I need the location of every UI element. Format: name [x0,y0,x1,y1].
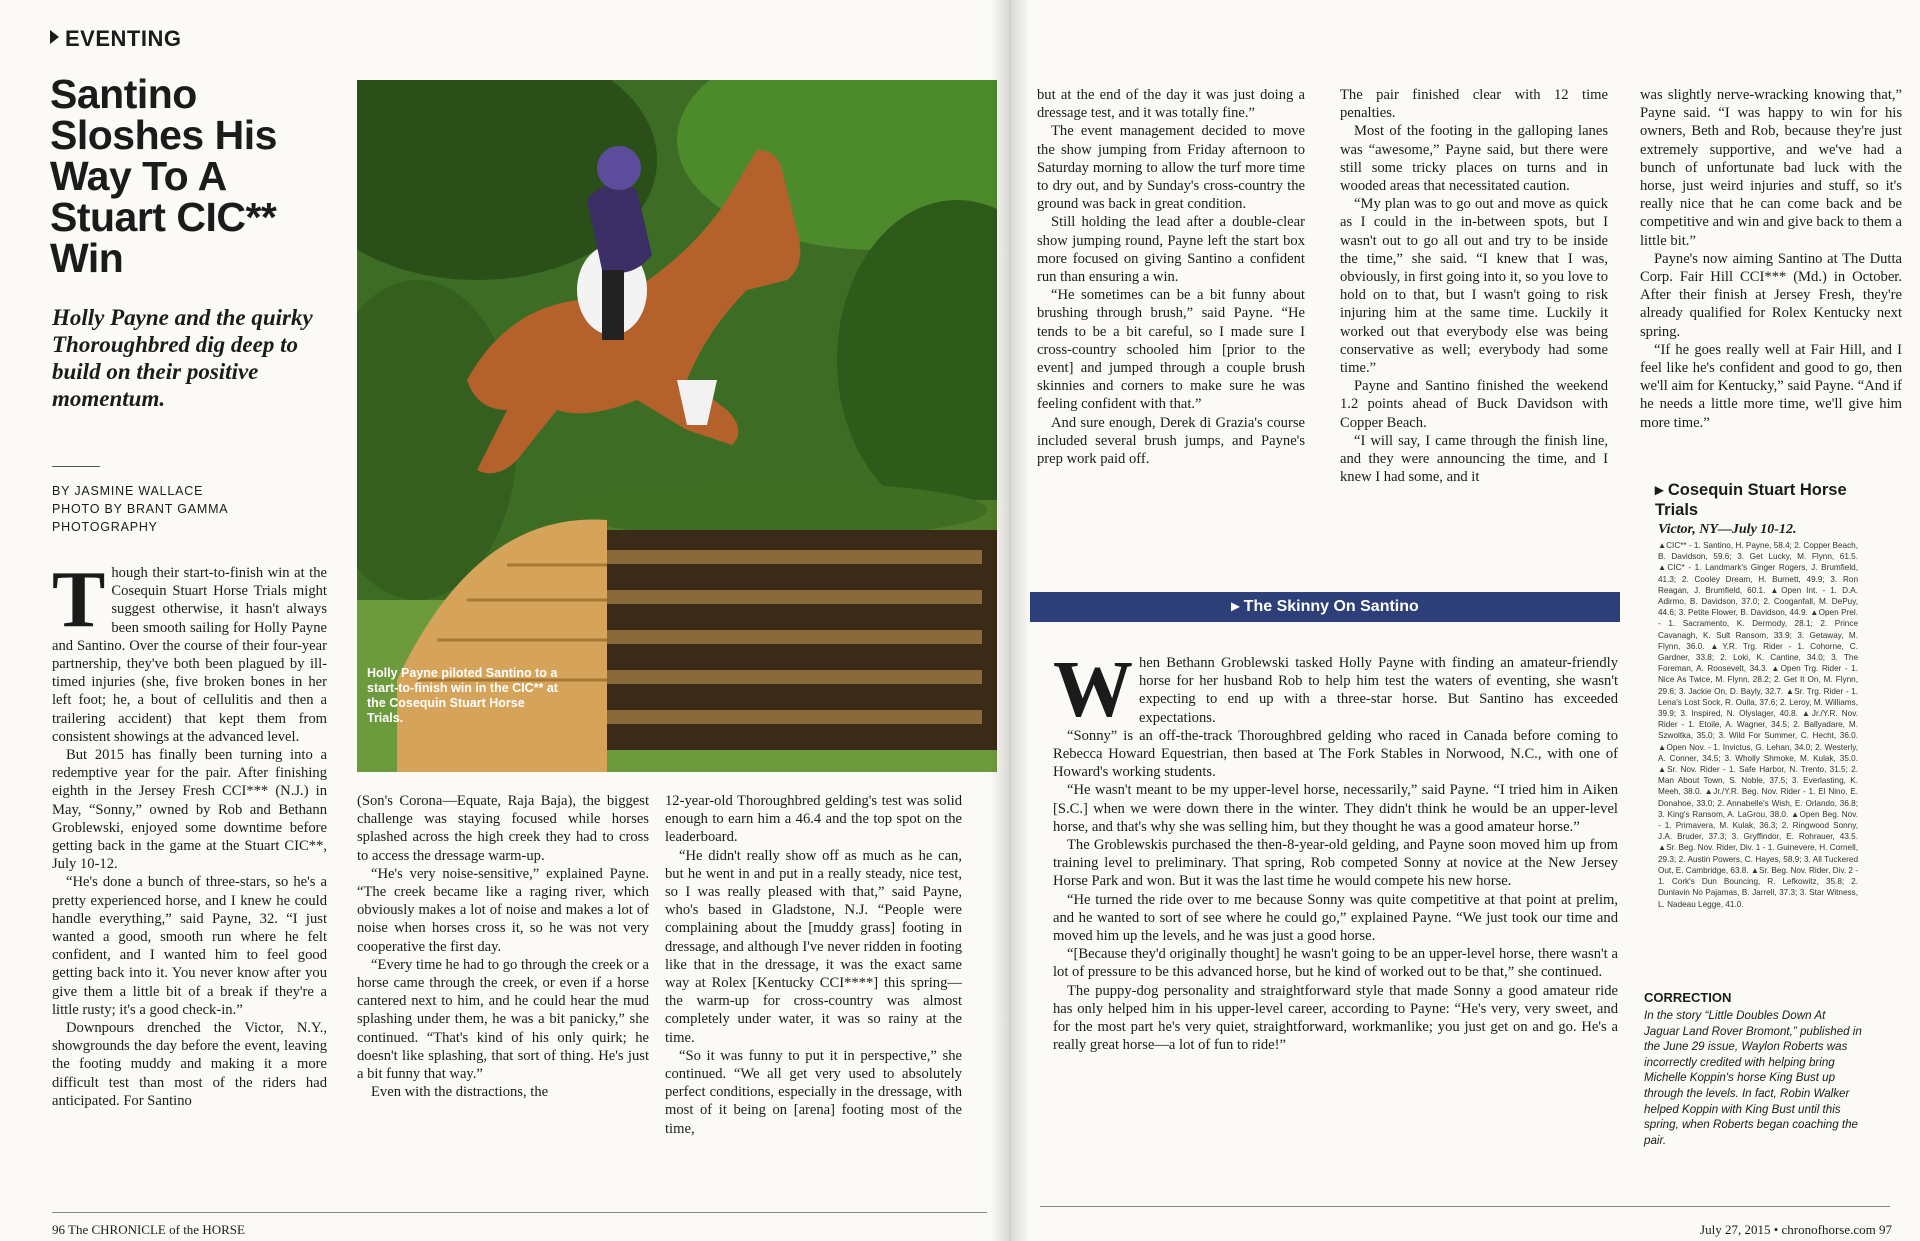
headline: Santino Sloshes His Way To A Stuart CIC** Win [50,71,277,281]
article-column-6: was slightly nerve-wracking knowing that,” Payne said. “I was happy to win for his owners, Beth and Rob, because they're just extremely supportive, and we've had a bunch of unfortunate bad luck with the horse, just weird injuries and stuff, so it's really nice that he can come back and be competitive and win and give back to them a little bit.” Payne's now aiming Santino at The Dutta Corp. Fair Hill CCI*** (Md.) in October. After their finish at Jersey Fresh, they're already qualified for Rolex Kentucky next spring. “If he goes really well at Fair Hill, and I feel like he's confident and good to go, then we'll aim for Kentucky,” said Payne. “And if he needs a little more time, we'll give him more time.” [1640,87,1902,431]
footer-rule [52,1212,987,1213]
byline-rule [52,466,100,467]
sidebar-title-bar: ▸ The Skinny On Santino [1030,592,1620,622]
triangle-icon [50,30,59,44]
section-tag: EVENTING [50,26,181,52]
article-column-1: Though their start-to-finish win at the Cosequin Stuart Horse Trials might suggest otherwise, it hasn't always been smooth sailing for Holly Payne and Santino. Over the course of their four-year partnership, they've both been plagued by ill-timed injuries (she, five broken bones in her left foot; he, a bout of cellulitis and then a trailering accident) that kept them from consistent showings at the advanced level. But 2015 has finally been turning into a redemptive year for the pair. After finishing eighth in the Jersey Fresh CCI*** (N.J.) in May, “Sonny,” owned by Rob and Bethann Groblewski, enjoyed some downtime before getting back in the game at the Stuart CIC**, July 10-12. “He's done a bunch of three-stars, so he's a pretty experienced horse, and I knew he could handle everything,” said Payne, 32. “I just wanted a good, smooth run where he felt confident, and I wanted him to feel good getting back into it. You never know after you give them a little bit of a break if they're a little rusty; it's a good check-in.” Downpours drenched the Victor, N.Y., showgrounds the day before the event, leaving the footing muddy and making it a more difficult test than most of the riders had anticipated. For Santino [52,556,327,1109]
results-list: ▲CIC** - 1. Santino, H. Payne, 58.4; 2. Copper Beach, B. Davidson, 59.6; 3. Get Lucky, M. Flynn, 61.5. ▲CIC* - 1. Landmark's Ginger Rogers, J. Brumfield, 41.3; 2. Cooley Dream, H. Burnett, 49.9; 3. Ron Reagan, J. Brumfield, 60.1. ▲Open Int. - 1. D.A. Adirmo, B. Davidson, 37.0; 2. Cooganfall, M. DePuy, 44.6; 3. Petite Flower, B. Davidson, 44.9. ▲Open Prel. - 1. Sacramento, K. Dermody, 28.1; 2. Prince Cavanagh, K. Sult Ransom, 33.9; 3. Getaway, M. Flynn, 36.0. ▲Y.R. Trg. Rider - 1. Cohorne, C. Gardner, 33.8; 2. Loki, K. Cantine, 34.0; 3. The Foreman, A. Roosevelt, 34.3. ▲Open Trg. Rider - 1. Nice As Twice, M. Flynn, 28.2; 2. Get It On, M. Flynn, 29.6; 3. Jackie On, D. Bayly, 32.7. ▲Sr. Trg. Rider - 1. Lena's Lost Sock, R. Oulla, 37.6; 2. Leroy, M. Williams, 39.9; 3. Inspired, N. Olyslager, 40.8. ▲Jr./Y.R. Nov. Rider - 1. Etoile, A. Wagner, 34.5; 2. Ballyadare, M. Szwoltka, 35.0; 3. Wild For Summer, C. Hecht, 36.0. ▲Open Nov. - 1. Invictus, G. Lehan, 34.0; 2. Westerly, A. Conner, 34.5; 3. Wholly Shmoke, M. Kulak, 35.0. ▲Sr. Nov. Rider - 1. Safe Harbor, N. Trento, 31.5; 2. Man About Town, S. Noble, 37.5; 3. Everlasting, K. Meeh, 38.0. ▲Jr./Y.R. Beg. Nov. Rider - 1. El Nino, E. Donahoe, 33.0; 2. Annabelle's Wish, E. Orlando, 36.8; 3. King's Ransom, A. LaGrou, 38.0. ▲Open Beg. Nov. - 1. Primavera, M. Kulak, 36.3; 2. Ringwood Sonny, J.A. Bruder, 37.3; 3. Gryffindor, E. Rohrauer, 43.5. ▲Sr. Beg. Nov. Rider, Div. 1 - 1. Guinevere, H. Cornell, 29.3; 2. Austin Powers, C. Hayes, 58.9; 3. All Tuckered Out, E. Cambridge, 63.8. ▲Sr. Beg. Nov. Rider, Div. 2 - 1. Cork's Dun Bouncing, R. Lefkowitz, 35.8; 2. Dunlavin No Pajamas, B. Jarrell, 37.3; 3. Star Witness, L. Nadeau Legge, 41.0. [1658,541,1858,909]
article-column-5: The pair finished clear with 12 time penalties. Most of the footing in the galloping lanes was “awesome,” Payne said, but there were still some tricky places on turns and in wooded areas that necessitated caution. “My plan was to go out and move as quick as I could in the in-between spots, but I wasn't out to go all out and try to be inside the time,” she said. “I knew that I was, obviously, in first going into it, so you love to hold on to that, but I wasn't going to risk injuring him at the same time. Luckily it worked out that everybody else was being conservative as well; everybody had some time.” Payne and Santino finished the weekend 1.2 points ahead of Buck Davidson with Copper Beach. “I will say, I came through the finish line, and they were announcing the time, and I knew I had some, and it [1340,87,1608,486]
sidebar-body: When Bethann Groblewski tasked Holly Payne with finding an amateur-friendly horse for her husband Rob to help him test the waters of eventing, she wasn't expecting to end up with a three-star horse. But Santino has exceeded expectations. “Sonny” is an off-the-track Thoroughbred gelding who raced in Canada before coming to Rebecca Howard Equestrian, then based at The Fork Stables in Norwood, N.C., with one of Howard's working students. “He wasn't meant to be my upper-level horse, necessarily,” said Payne. “I tried him in Aiken [S.C.] when we were down there in the winter. They didn't think he would be an upper-level horse, and that's why she was selling him, but they thought he was a good amateur horse.” The Groblewskis purchased the then-8-year-old gelding, and Payne soon moved him up from training level to preliminary. That spring, Rob competed Sonny at novice at the New Jersey Horse Park and won. But it was the last time he would compete his new horse. “He turned the ride over to me because Sonny was quite competitive at that point at prelim, and he wanted to sort of see where he could go,” explained Payne. “We just took our time and moved him up the levels, and he was just a good horse. “[Because they'd originally thought] he wasn't going to be an upper-level horse, there wasn't a lot of pressure to be this advanced horse, but he kind of worked out to be that,” she continued. The puppy-dog personality and straightforward style that made Sonny a good amateur ride has only helped him in his upper-level career, according to Payne: “He's very, very sweet, and for the most part he's very quiet, straightforward, workmanlike; you just get on and go. He's a really great horse—a lot of fun to ride!” [1053,646,1618,1054]
footer-rule-right [1040,1206,1890,1207]
page-gutter [990,0,1030,1241]
sidebar-dropcap: W [1053,646,1133,734]
byline [52,482,302,536]
results-subtitle: Victor, NY—July 10-12. [1658,522,1797,537]
photo-caption: Holly Payne piloted Santino to a start-to-finish win in the CIC** at the Cosequin Stuart Horse Trials. [367,666,558,725]
article-column-2: (Son's Corona—Equate, Raja Baja), the biggest challenge was staying focused while horses splashed across the high creek they had to cross to access the dressage warm-up. “He's very noise-sensitive,” explained Payne. “The creek became like a raging river, which obviously makes a lot of noise and makes a lot of noise when horses cross it, so he was not very cooperative the first day. “Every time he had to go through the creek or a horse came through the creek, or even if a horse cantered next to him, and he could hear the mud splashing under them, he was a bit panicky,” she continued. “That's kind of his only quirk; he doesn't like splashing, that sort of thing. He's just a bit funny that way.” Even with the distractions, the [357,793,649,1101]
dropcap: T [52,556,106,644]
byline-author: BY JASMINE WALLACE [52,484,204,498]
folio-right: July 27, 2015 • chronofhorse.com 97 [1700,1222,1892,1237]
byline-photo: PHOTO BY BRANT GAMMA PHOTOGRAPHY [52,502,228,534]
article-column-4: but at the end of the day it was just doing a dressage test, and it was totally fine.” The event management decided to move the show jumping from Friday afternoon to Saturday morning to allow the turf more time to dry out, and by Sunday's cross-country the ground was back in great condition. Still holding the lead after a double-clear show jumping round, Payne left the start box more focused on giving Santino a confident run than ensuring a win. “He sometimes can be a bit funny about brushing through brush,” said Payne. “He tends to be a bit careful, so I made sure I cross-country schooled him [prior to the event] and jumped through a couple brush skinnies and corners to make sure he was feeling confident with that.” And sure enough, Derek di Grazia's course included several brush jumps, and Payne's prep work paid off. [1037,87,1305,468]
deck: Holly Payne and the quirky Thoroughbred dig deep to build on their positive momentum. [52,305,313,411]
article-column-3: 12-year-old Thoroughbred gelding's test was solid enough to earn him a 46.4 and the top spot on the leaderboard. “He didn't really show off as much as he can, but he went in and put in a really steady, nice test, so I was really pleased with that,” said Payne, who's based in Gladstone, N.J. “People were complaining about the [muddy grass] footing in dressage, and although I've never ridden in footing like that in the dressage, it was the exact same way at Rolex [Kentucky CCI****] this spring—the warm-up for cross-country was almost completely under water, it was so rainy at the time. “So it was funny to put it in perspective,” she continued. “We all get very used to absolutely perfect conditions, especially in the dressage, with most of it being on [arena] footing most of the time, [665,793,962,1137]
results-title: ▸ Cosequin Stuart Horse Trials [1655,481,1847,519]
folio-left: 96 The CHRONICLE of the HORSE [52,1222,245,1237]
correction-title: CORRECTION [1644,990,1732,1005]
correction-text: In the story “Little Doubles Down At Jaguar Land Rover Bromont,” published in the June 29 issue, Waylon Roberts was incorrectly credited with helping bring Michelle Koppin's horse King Bust up through the levels. In fact, Robin Walker helped Koppin with King Bust until this spring, when Roberts began coaching the pair. [1644,1009,1862,1147]
